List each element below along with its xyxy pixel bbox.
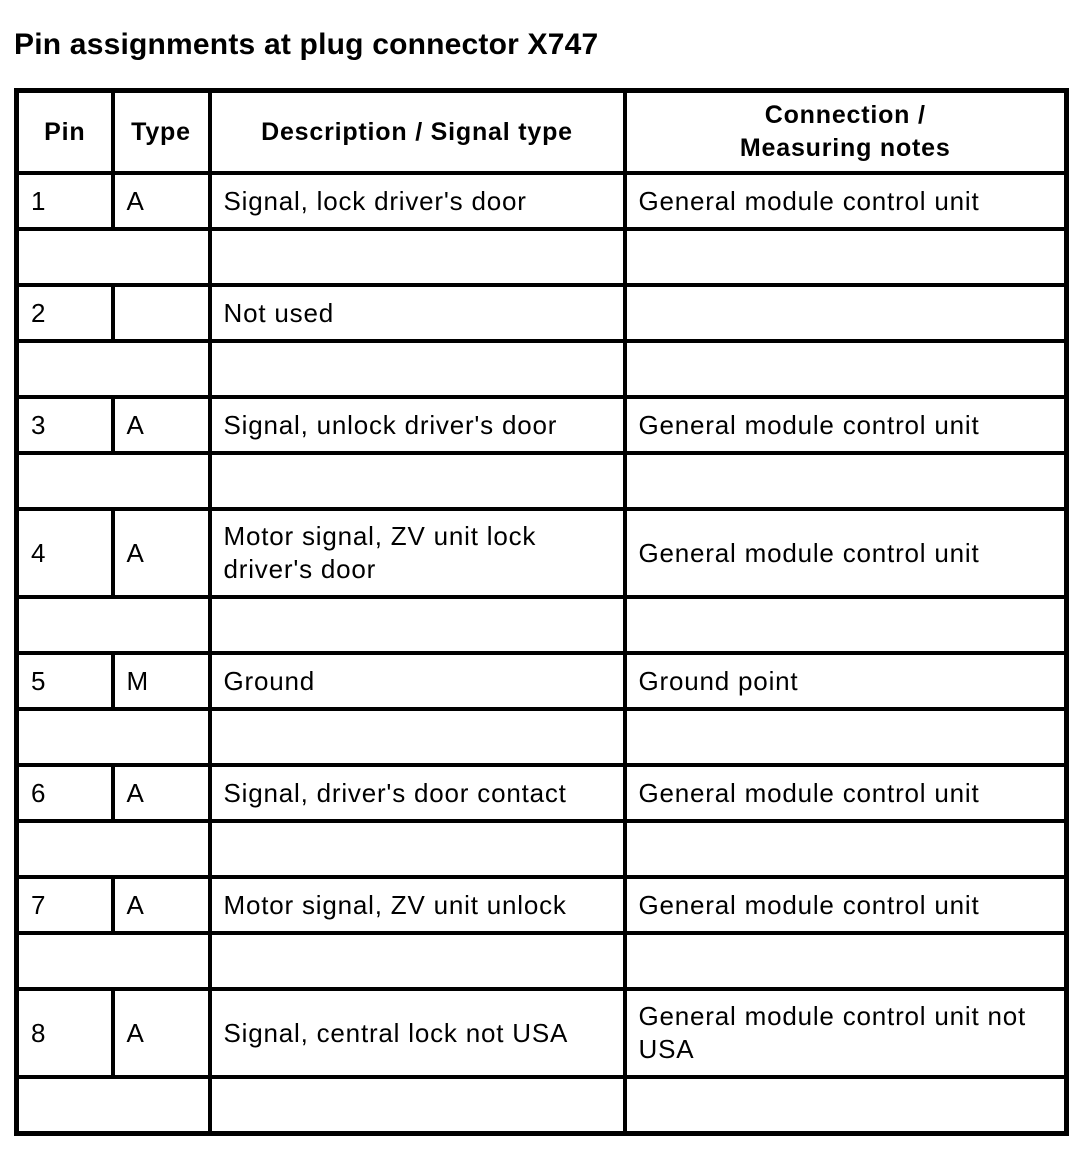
- connection-cell: General module control unit: [625, 173, 1067, 229]
- spacer-cell-pin-type: [17, 597, 210, 653]
- description-cell: Signal, driver's door contact: [210, 765, 625, 821]
- page-title: Pin assignments at plug connector X747: [14, 28, 599, 62]
- spacer-cell-connection: [625, 597, 1067, 653]
- spacer-cell-pin-type: [17, 709, 210, 765]
- spacer-row: [17, 933, 1067, 989]
- spacer-cell-pin-type: [17, 933, 210, 989]
- table-row-pin-4: [17, 509, 1067, 597]
- table-row-pin-1: [17, 173, 1067, 229]
- header-connection-line2: Measuring notes: [739, 134, 951, 162]
- connection-cell: General module control unit: [625, 877, 1067, 933]
- pin-cell: 2: [17, 285, 113, 341]
- pin-cell: 6: [17, 765, 113, 821]
- spacer-cell-description: [210, 341, 625, 397]
- table-header: [17, 91, 1067, 174]
- header-row: [17, 91, 1067, 174]
- description-cell: Signal, lock driver's door: [210, 173, 625, 229]
- header-connection-line1: Connection /: [764, 101, 926, 129]
- spacer-row: [17, 597, 1067, 653]
- spacer-cell-description: [210, 597, 625, 653]
- spacer-cell-connection: [625, 821, 1067, 877]
- spacer-cell-pin-type: [17, 821, 210, 877]
- table-row-pin-2: [17, 285, 1067, 341]
- type-cell: A: [113, 509, 210, 597]
- type-cell: A: [113, 173, 210, 229]
- spacer-row: [17, 341, 1067, 397]
- spacer-cell-pin-type: [17, 453, 210, 509]
- table-row-pin-7: [17, 877, 1067, 933]
- description-cell: Motor signal, ZV unit unlock: [210, 877, 625, 933]
- spacer-cell-description: [210, 933, 625, 989]
- description-cell: Signal, central lock not USA: [210, 989, 625, 1077]
- description-cell: Not used: [210, 285, 625, 341]
- connection-cell: General module control unit: [625, 509, 1067, 597]
- description-cell: Signal, unlock driver's door: [210, 397, 625, 453]
- spacer-cell-connection: [625, 1077, 1067, 1134]
- pin-cell: 4: [17, 509, 113, 597]
- spacer-cell-pin-type: [17, 229, 210, 285]
- spacer-cell-description: [210, 821, 625, 877]
- spacer-row: [17, 1077, 1067, 1134]
- table-row-pin-5: [17, 653, 1067, 709]
- header-connection: [625, 91, 1067, 174]
- description-cell: Motor signal, ZV unit lock driver's door: [210, 509, 625, 597]
- pin-cell: 7: [17, 877, 113, 933]
- spacer-cell-connection: [625, 341, 1067, 397]
- spacer-cell-description: [210, 229, 625, 285]
- type-cell: [113, 285, 210, 341]
- table-body: [17, 173, 1067, 1134]
- spacer-row: [17, 709, 1067, 765]
- pin-cell: 1: [17, 173, 113, 229]
- spacer-row: [17, 821, 1067, 877]
- spacer-cell-description: [210, 453, 625, 509]
- spacer-row: [17, 229, 1067, 285]
- spacer-cell-description: [210, 1077, 625, 1134]
- spacer-cell-description: [210, 709, 625, 765]
- spacer-cell-connection: [625, 709, 1067, 765]
- spacer-cell-connection: [625, 933, 1067, 989]
- spacer-cell-pin-type: [17, 341, 210, 397]
- header-description: Description / Signal type: [210, 91, 625, 174]
- pin-cell: 8: [17, 989, 113, 1077]
- spacer-cell-pin-type: [17, 1077, 210, 1134]
- connection-cell: General module control unit: [625, 765, 1067, 821]
- header-pin: Pin: [17, 91, 113, 174]
- type-cell: A: [113, 765, 210, 821]
- pin-cell: 5: [17, 653, 113, 709]
- spacer-cell-connection: [625, 229, 1067, 285]
- pin-assignments-table: [14, 88, 1069, 1136]
- type-cell: A: [113, 989, 210, 1077]
- connection-cell: General module control unit: [625, 397, 1067, 453]
- spacer-row: [17, 453, 1067, 509]
- type-cell: A: [113, 397, 210, 453]
- table-row-pin-8: [17, 989, 1067, 1077]
- description-cell: Ground: [210, 653, 625, 709]
- header-type: Type: [113, 91, 210, 174]
- type-cell: A: [113, 877, 210, 933]
- pin-cell: 3: [17, 397, 113, 453]
- table-row-pin-6: [17, 765, 1067, 821]
- connection-cell: General module control unit not USA: [625, 989, 1067, 1077]
- type-cell: M: [113, 653, 210, 709]
- connection-cell: [625, 285, 1067, 341]
- table-row-pin-3: [17, 397, 1067, 453]
- spacer-cell-connection: [625, 453, 1067, 509]
- connection-cell: Ground point: [625, 653, 1067, 709]
